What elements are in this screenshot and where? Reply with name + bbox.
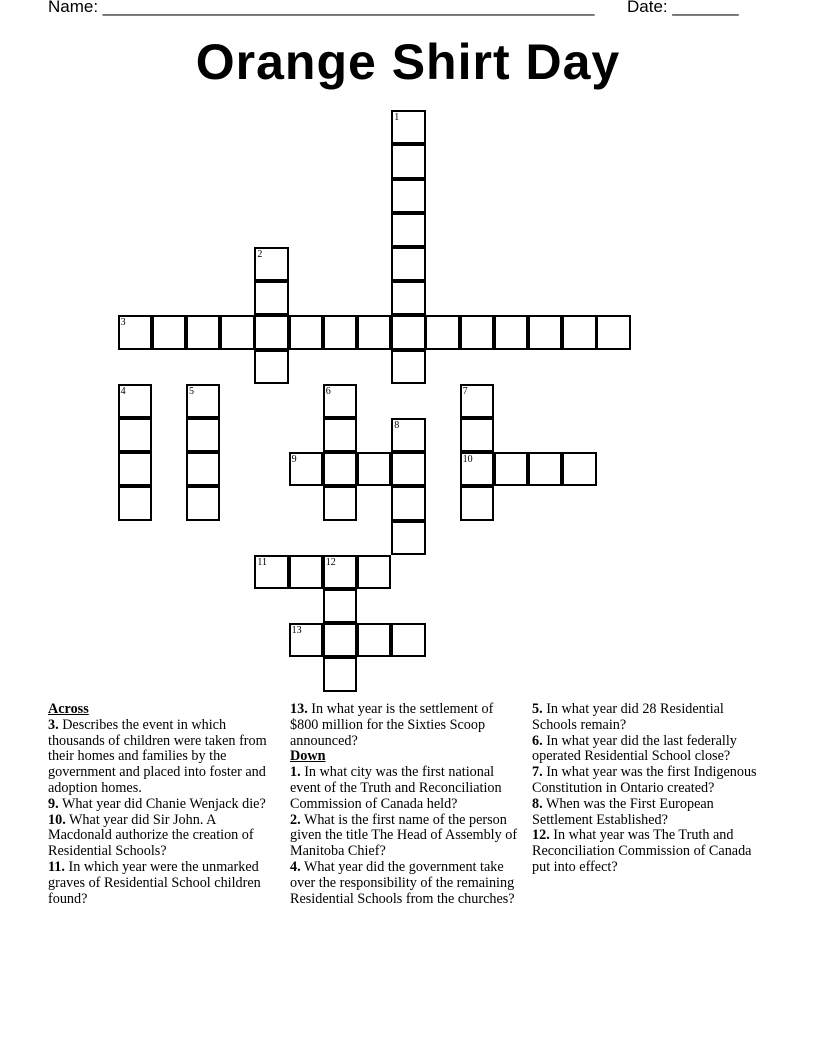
grid-cell[interactable] — [323, 657, 357, 691]
page-title: Orange Shirt Day — [195, 34, 621, 90]
clue-down-2: 2. What is the first name of the person given the title The Head of Assembly of Manitoba Chief? — [290, 811, 518, 860]
grid-cell[interactable] — [323, 623, 357, 657]
grid-cell[interactable] — [391, 179, 425, 213]
clue-number: 11 — [257, 556, 268, 568]
clue-across-13: 13. In what year is the settlement of $800 million for the Sixties Scoop announced? — [290, 701, 494, 749]
clue-number: 5 — [189, 385, 194, 397]
grid-cell[interactable] — [391, 110, 425, 144]
grid-cell[interactable] — [323, 418, 357, 452]
clue-number: 13 — [291, 625, 302, 637]
grid-cell[interactable] — [391, 486, 425, 520]
date-field[interactable]: Date: _______ — [627, 0, 739, 16]
clue-across-10: 10. What year did Sir John. A Macdonald authorize the creation of Residential Schools? — [48, 811, 254, 860]
grid-cell[interactable] — [118, 486, 152, 520]
clue-number: 6 — [325, 385, 331, 397]
clue-down-5: 5. In what year did 28 Residential Schools remain? — [532, 701, 724, 733]
grid-cell[interactable] — [391, 144, 425, 178]
clue-number: 9 — [291, 454, 297, 466]
grid-cell[interactable] — [562, 315, 596, 349]
grid-cell[interactable] — [391, 315, 425, 349]
grid-cell[interactable] — [289, 315, 323, 349]
grid-cell[interactable] — [494, 315, 528, 349]
clue-number: 1 — [394, 112, 400, 124]
grid-cell[interactable] — [357, 555, 391, 589]
grid-cell[interactable] — [323, 486, 357, 520]
clue-number: 12 — [325, 556, 336, 568]
grid-cell[interactable] — [528, 315, 562, 349]
grid-cell[interactable] — [254, 281, 288, 315]
grid-cell[interactable] — [391, 521, 425, 555]
grid-cell[interactable] — [391, 452, 425, 486]
clue-across-11: 11. In which year were the unmarked graves of Residential School children found? — [48, 858, 261, 907]
grid-cell[interactable] — [460, 418, 494, 452]
down-heading: Down — [290, 748, 326, 765]
grid-cell[interactable] — [186, 486, 220, 520]
grid-cell[interactable] — [391, 247, 425, 281]
grid-cell[interactable] — [323, 589, 357, 623]
clue-number: 3 — [120, 317, 126, 329]
clue-down-1: 1. In what city was the first national event of the Truth and Reconciliation Commission of Canada held? — [290, 764, 502, 812]
clue-number: 2 — [257, 248, 263, 260]
grid-cell[interactable] — [357, 623, 391, 657]
grid-cell[interactable] — [391, 281, 425, 315]
grid-cell[interactable] — [220, 315, 254, 349]
grid-cell[interactable] — [118, 315, 152, 349]
clue-number: 8 — [394, 419, 400, 431]
grid-cell[interactable] — [186, 418, 220, 452]
grid-cell[interactable] — [391, 418, 425, 452]
grid-cell[interactable] — [289, 555, 323, 589]
clue-number: 7 — [462, 385, 468, 397]
grid-cell[interactable] — [254, 247, 288, 281]
grid-cell[interactable] — [118, 452, 152, 486]
grid-cell[interactable] — [118, 418, 152, 452]
clue-down-12: 12. In what year was The Truth and Reconciliation Commission of Canada put into effect? — [532, 827, 752, 875]
grid-cell[interactable] — [186, 452, 220, 486]
grid-cell[interactable] — [186, 315, 220, 349]
grid-cell[interactable] — [323, 384, 357, 418]
grid-cell[interactable] — [357, 315, 391, 349]
grid-cell[interactable] — [186, 384, 220, 418]
clue-across-9: 9. What year did Chanie Wenjack die? — [48, 795, 266, 812]
grid-cell[interactable] — [323, 452, 357, 486]
grid-cell[interactable] — [391, 350, 425, 384]
clue-number: 4 — [120, 385, 126, 397]
grid-cell[interactable] — [528, 452, 562, 486]
grid-cell[interactable] — [357, 452, 391, 486]
clues-column-2 — [290, 702, 524, 907]
grid-cell[interactable] — [425, 315, 459, 349]
clue-across-3: 3. Describes the event in which thousands of children were taken from their homes and families by the government and placed into foster and adoption homes. — [48, 716, 267, 796]
across-heading: Across — [48, 701, 89, 717]
clues-column-3 — [532, 702, 766, 876]
name-field[interactable]: Name: ____________________________________________________ — [48, 0, 595, 16]
clue-down-7: 7. In what year was the first Indigenous Constitution in Ontario created? — [532, 764, 757, 796]
grid-cell[interactable] — [494, 452, 528, 486]
clue-number: 10 — [462, 454, 473, 466]
clues-column-1 — [48, 702, 282, 907]
grid-cell[interactable] — [460, 452, 494, 486]
grid-cell[interactable] — [289, 452, 323, 486]
grid-cell[interactable] — [254, 315, 288, 349]
grid-cell[interactable] — [152, 315, 186, 349]
grid-cell[interactable] — [460, 486, 494, 520]
grid-cell[interactable] — [254, 350, 288, 384]
grid-cell[interactable] — [391, 623, 425, 657]
grid-cell[interactable] — [460, 315, 494, 349]
grid-cell[interactable] — [460, 384, 494, 418]
grid-cell[interactable] — [254, 555, 288, 589]
grid-cell[interactable] — [323, 315, 357, 349]
grid-cell[interactable] — [562, 452, 596, 486]
grid-cell[interactable] — [289, 623, 323, 657]
grid-cell[interactable] — [323, 555, 357, 589]
grid-cell[interactable] — [118, 384, 152, 418]
grid-cell[interactable] — [391, 213, 425, 247]
clue-down-4: 4. What year did the government take over the responsibility of the remaining Residential Schools from the churches? — [290, 858, 515, 907]
clue-down-8: 8. When was the First European Settlement Established? — [532, 795, 714, 828]
clue-down-6: 6. In what year did the last federally operated Residential School close? — [532, 732, 737, 765]
grid-cell[interactable] — [596, 315, 630, 349]
